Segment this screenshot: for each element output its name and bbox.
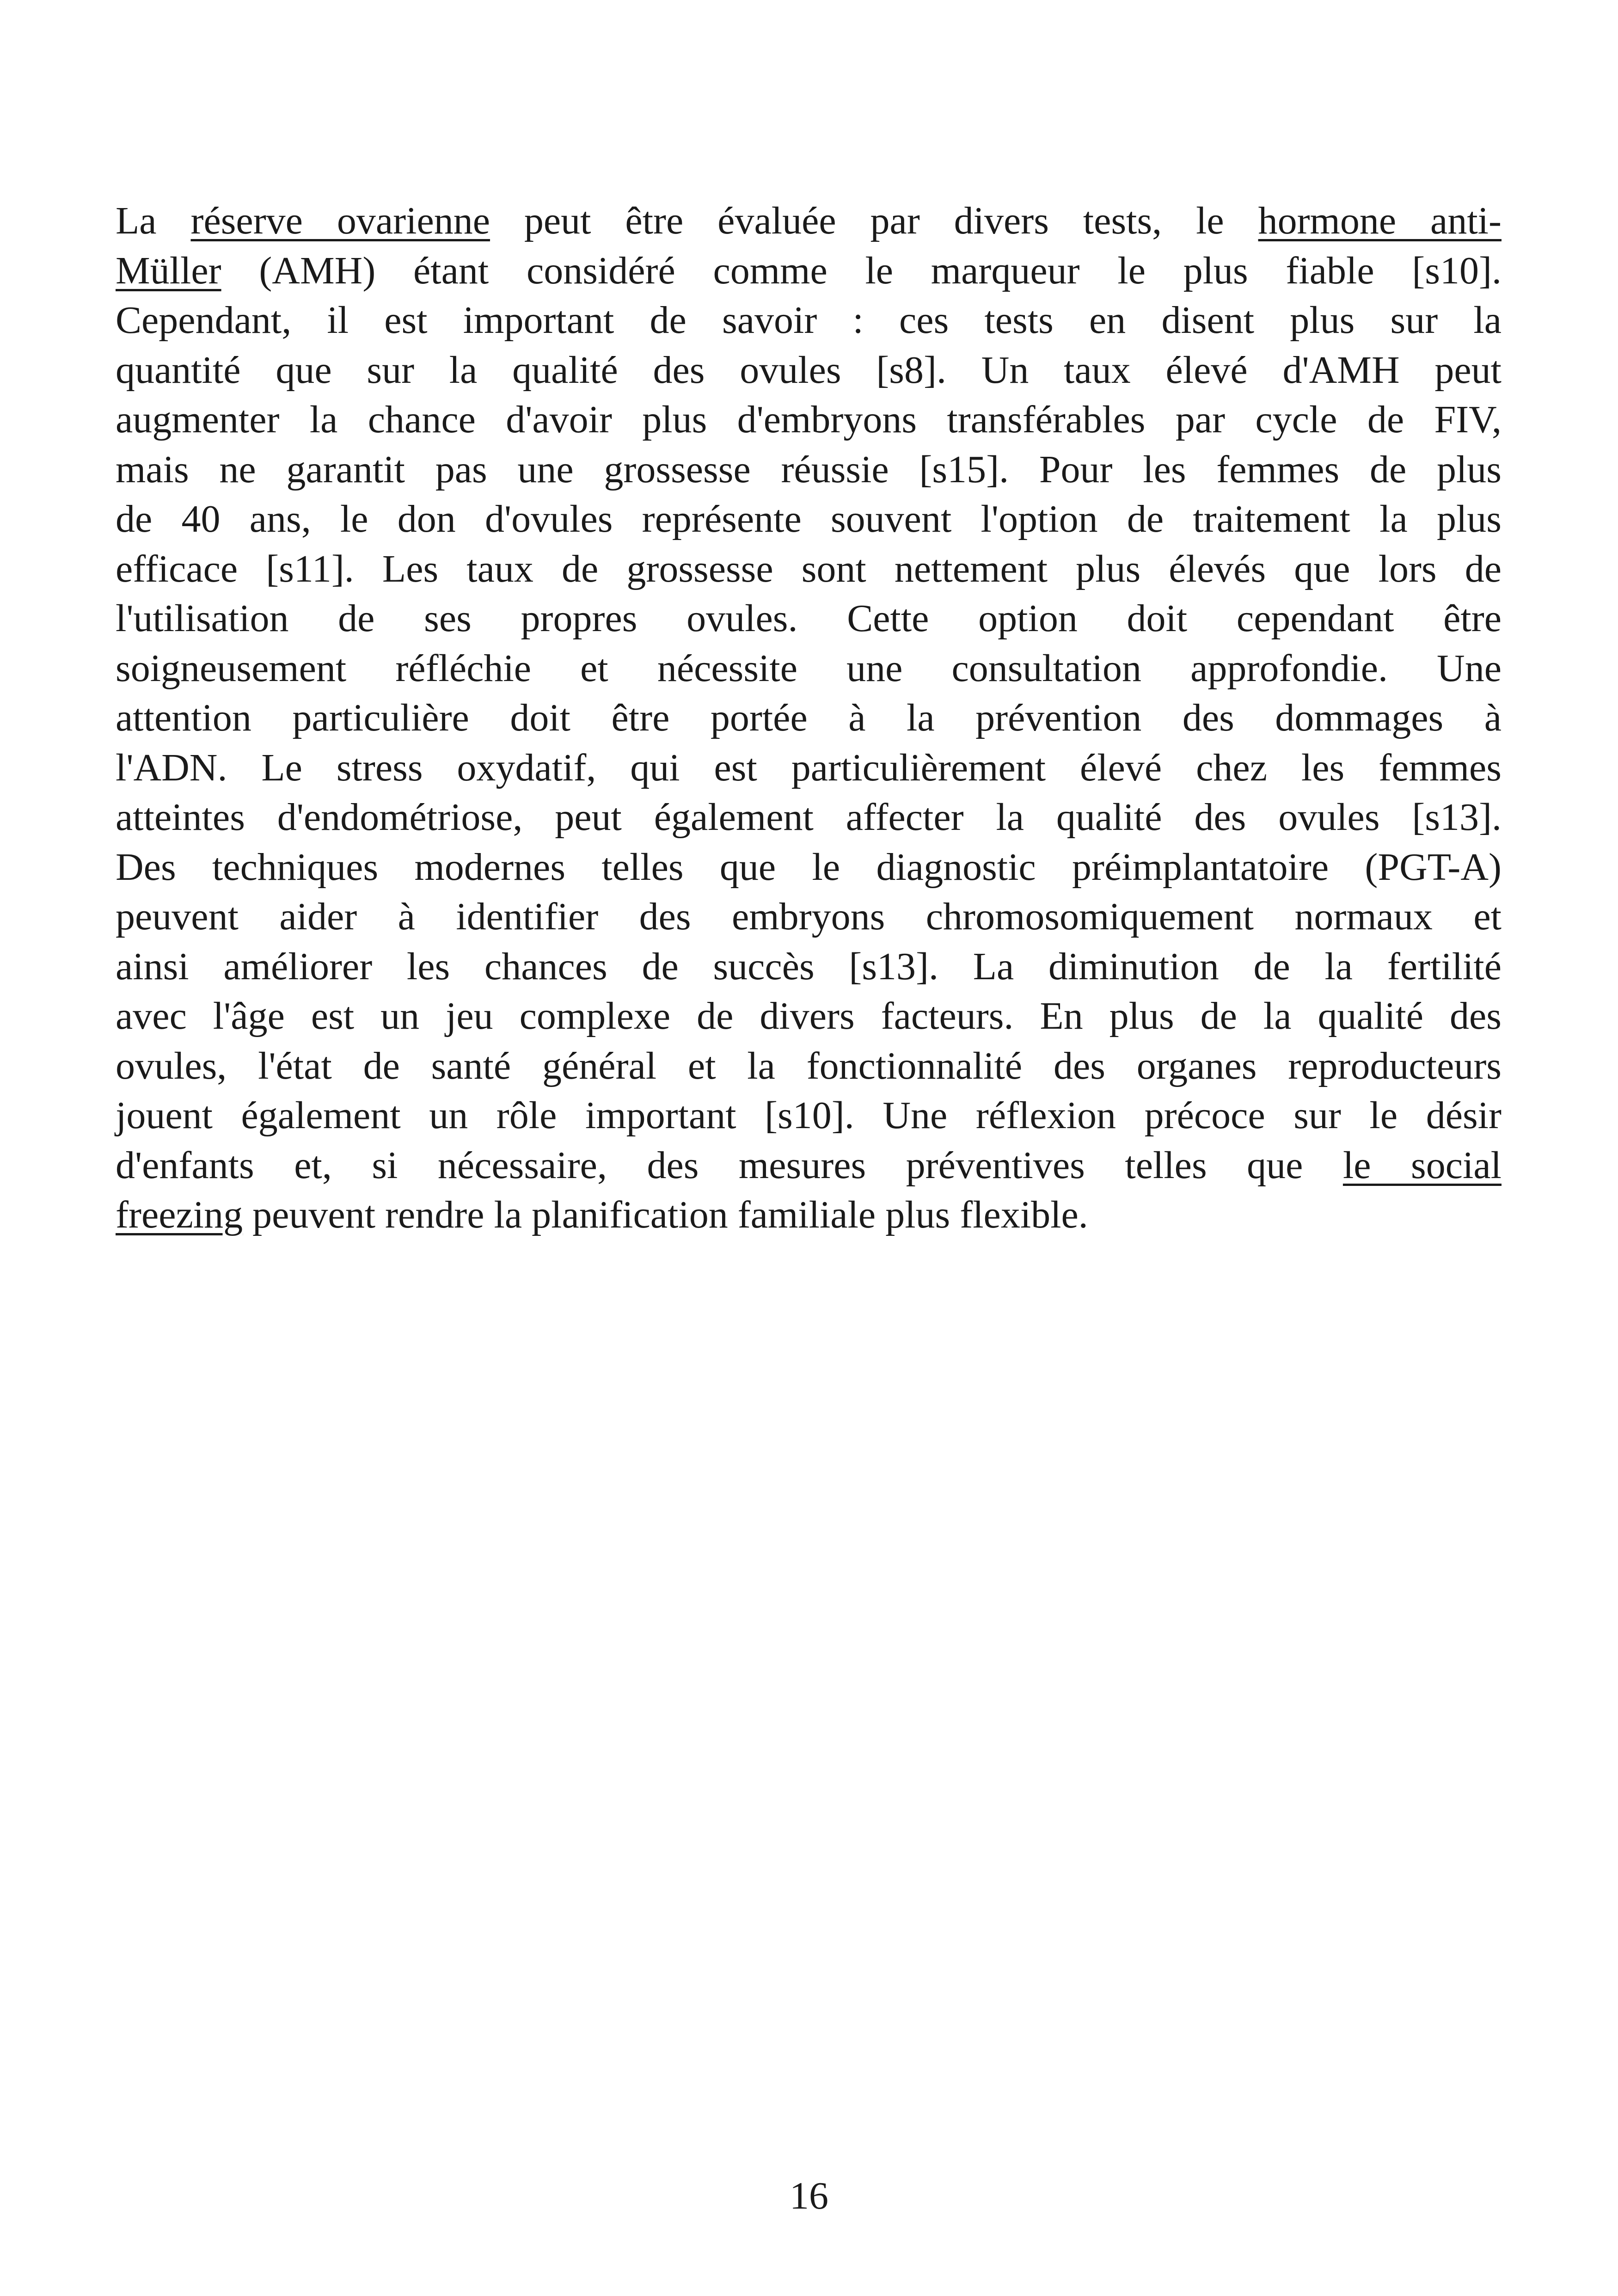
text-run: quantité que sur la qualité des ovules [s8]. Un taux élevé d'AMH peut xyxy=(116,348,1502,392)
text-run: mais ne garantit pas une grossesse réussie [s15]. Pour les femmes de plus xyxy=(116,448,1502,491)
text-line xyxy=(116,842,1502,892)
text-line xyxy=(116,494,1502,544)
text-run: peuvent rendre la planification familiale plus flexible. xyxy=(243,1193,1088,1236)
text-line xyxy=(116,395,1502,445)
text-line xyxy=(116,594,1502,644)
text-line xyxy=(116,345,1502,395)
text-line xyxy=(116,196,1502,246)
text-line xyxy=(116,644,1502,694)
text-line xyxy=(116,1190,1502,1240)
inline-link[interactable]: le social xyxy=(1342,1143,1502,1187)
text-run: Des techniques modernes telles que le diagnostic préimplantatoire (PGT-A) xyxy=(116,845,1502,889)
text-run: soigneusement réfléchie et nécessite une consultation approfondie. Une xyxy=(116,646,1502,690)
text-run: efficace [s11]. Les taux de grossesse sont nettement plus élevés que lors de xyxy=(116,547,1502,590)
inline-link[interactable]: Müller xyxy=(116,249,221,292)
text-run: (AMH) étant considéré comme le marqueur le plus fiable [s10]. xyxy=(221,249,1502,292)
text-run: augmenter la chance d'avoir plus d'embryons transférables par cycle de FIV, xyxy=(116,398,1502,441)
text-run: attention particulière doit être portée à la prévention des dommages à xyxy=(116,696,1502,739)
text-line xyxy=(116,246,1502,296)
text-run: peuvent aider à identifier des embryons chromosomiquement normaux et xyxy=(116,895,1502,938)
text-run: avec l'âge est un jeu complexe de divers facteurs. En plus de la qualité des xyxy=(116,995,1502,1037)
page-number: 16 xyxy=(790,2174,828,2217)
text-run: l'utilisation de ses propres ovules. Cette option doit cependant être xyxy=(116,597,1502,640)
text-line xyxy=(116,445,1502,495)
text-run: jouent également un rôle important [s10]. Une réflexion précoce sur le désir xyxy=(116,1094,1502,1137)
text-line xyxy=(116,892,1502,942)
text-run: d'enfants et, si nécessaire, des mesures préventives telles que xyxy=(116,1143,1343,1187)
text-run: atteintes d'endométriose, peut également affecter la qualité des ovules [s13]. xyxy=(116,796,1502,839)
text-line xyxy=(116,792,1502,842)
text-line xyxy=(116,544,1502,594)
text-line xyxy=(116,1141,1502,1191)
body-paragraph xyxy=(116,196,1502,1240)
inline-link[interactable]: réserve ovarienne xyxy=(190,199,490,242)
text-line xyxy=(116,1091,1502,1141)
text-line xyxy=(116,295,1502,345)
text-line xyxy=(116,942,1502,992)
text-line xyxy=(116,991,1502,1041)
text-run: l'ADN. Le stress oxydatif, qui est particulièrement élevé chez les femmes xyxy=(116,746,1502,789)
text-line xyxy=(116,693,1502,743)
text-run: ainsi améliorer les chances de succès [s13]. La diminution de la fertilité xyxy=(116,945,1502,988)
text-run: ovules, l'état de santé général et la fonctionnalité des organes reproducteurs xyxy=(116,1044,1502,1087)
text-line xyxy=(116,743,1502,793)
inline-link[interactable]: hormone anti- xyxy=(1258,199,1502,242)
text-run: peut être évaluée par divers tests, le xyxy=(490,199,1258,242)
text-run: de 40 ans, le don d'ovules représente souvent l'option de traitement la plus xyxy=(116,497,1502,540)
inline-link[interactable]: freezing xyxy=(116,1193,243,1236)
text-run: La xyxy=(116,199,191,242)
text-line xyxy=(116,1041,1502,1091)
text-run: Cependant, il est important de savoir : ces tests en disent plus sur la xyxy=(116,299,1502,342)
